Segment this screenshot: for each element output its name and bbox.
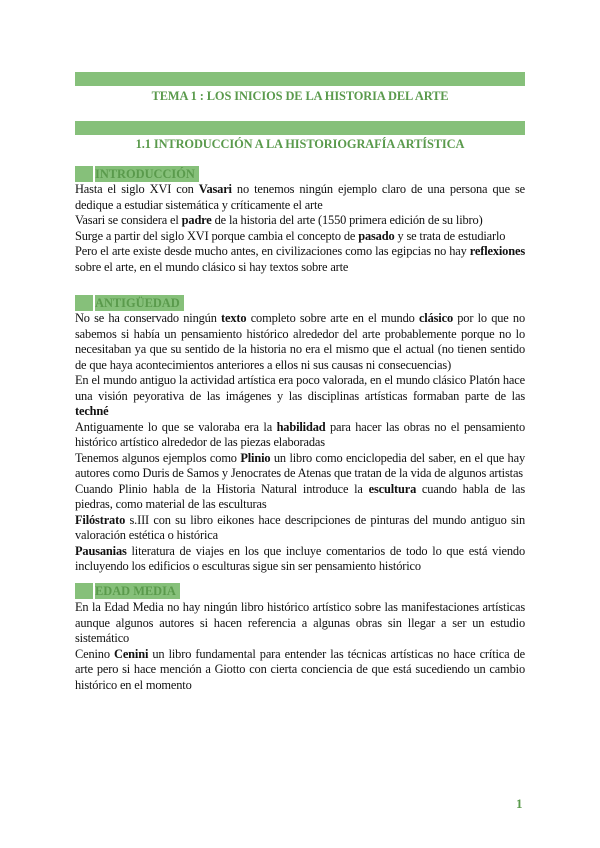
text-run: por lo que no	[453, 311, 525, 325]
text-run: cuando habla de las	[416, 481, 525, 496]
bold-term: techné	[75, 404, 109, 418]
text-run: valoración estética o histórica	[75, 528, 218, 542]
text-run: una visión peyorativa de las imágenes y las disciplinas artísticas formaban parte de las	[75, 388, 525, 403]
text-run: histórico en el momento	[75, 677, 192, 692]
text-run: Antiguamente lo que se valoraba era la	[75, 419, 277, 434]
text-line	[75, 647, 525, 663]
text-run: y se trata de estudiarlo	[394, 228, 506, 243]
bold-term: habilidad	[276, 419, 326, 434]
heading-label: EDAD MEDIA	[95, 583, 180, 599]
text-run: necesitaban ya que su sentido de la historia no era el mismo que el actual (no tienen sentido	[75, 342, 525, 356]
bold-term: Pausanias	[75, 543, 127, 558]
text-line	[75, 229, 525, 245]
text-line	[75, 389, 525, 420]
text-run: aunque algunos autores si hacen referencia a algunas obras sin llegar a ser un estudio	[75, 615, 525, 630]
bold-term: Vasari	[198, 182, 232, 196]
text-line	[75, 662, 525, 678]
text-line	[75, 311, 525, 327]
title-band-top	[75, 72, 525, 86]
text-run: de la historia del arte (1550 primera edición de su libro)	[211, 213, 483, 227]
text-line	[75, 342, 525, 358]
text-run: completo sobre arte en el mundo	[246, 311, 419, 325]
text-run: sobre el arte, en el mundo clásico si hay textos sobre arte	[75, 259, 349, 274]
bold-term: Filóstrato	[75, 512, 126, 527]
text-run: En la Edad Media no hay ningún libro histórico artístico sobre las manifestaciones artísticas	[75, 600, 525, 614]
text-line	[75, 466, 525, 482]
text-line	[75, 182, 525, 198]
text-run: un libro como enciclopedia del saber, en el que hay	[270, 450, 525, 465]
text-line	[75, 213, 525, 229]
text-run: piedras, como material de las esculturas	[75, 497, 267, 511]
page-number: 1	[516, 796, 523, 811]
text-line	[75, 435, 525, 451]
text-run: Tenemos algunos ejemplos como	[75, 450, 241, 465]
text-run: histórico artístico alrededor de las piezas elaboradas	[75, 435, 325, 449]
text-line	[75, 373, 525, 389]
heading-introduccion	[75, 166, 199, 182]
heading-label: ANTIGÜEDAD	[95, 295, 184, 311]
text-run: En el mundo antiguo la actividad artística era poco valorada, en el mundo clásico Platón hace	[75, 373, 525, 387]
bold-term: padre	[181, 213, 212, 227]
text-line	[75, 327, 525, 343]
bold-term: pasado	[358, 228, 395, 243]
bold-term: clásico	[418, 311, 453, 325]
paragraph-introduccion	[75, 182, 525, 275]
bold-term: Cenini	[114, 646, 149, 661]
text-line	[75, 198, 525, 214]
heading-bar	[75, 583, 93, 599]
text-run: dedique a estudiar sistemática y críticamente el arte	[75, 197, 323, 212]
text-run: Pero el arte existe desde mucho antes, en civilizaciones como las egipcias no hay	[75, 244, 470, 258]
text-line	[75, 497, 525, 513]
text-run: Cuando Plinio habla de la Historia Natural introduce la	[75, 481, 369, 496]
text-line	[75, 513, 525, 529]
text-run: Cenino	[75, 646, 115, 661]
text-line	[75, 600, 525, 616]
heading-label: INTRODUCCIÓN	[95, 166, 199, 182]
text-run: no tenemos ningún ejemplo claro de una persona que se	[231, 182, 525, 196]
paragraph-edad-media	[75, 600, 525, 693]
bold-term: reflexiones	[469, 244, 525, 258]
text-run: de que haya acontecimientos anteriores a ellos ni sus causas ni consecuencias)	[75, 357, 452, 372]
heading-bar	[75, 166, 93, 182]
paragraph-antiguedad	[75, 311, 525, 575]
text-line	[75, 420, 525, 436]
text-line	[75, 358, 525, 374]
bold-term: Plinio	[240, 450, 271, 465]
text-run: incluyendo los edificios o esculturas sigue sin ser pensamiento histórico	[75, 559, 421, 573]
text-line	[75, 482, 525, 498]
text-line	[75, 559, 525, 575]
text-line	[75, 678, 525, 694]
section-band	[75, 121, 525, 135]
bold-term: escultura	[368, 481, 417, 496]
tema-title: TEMA 1 : LOS INICIOS DE LA HISTORIA DEL ARTE	[151, 89, 449, 103]
heading-antiguedad	[75, 295, 184, 311]
text-line	[75, 528, 525, 544]
text-run: s.III con su libro eikones hace descripciones de pinturas del mundo antiguo sin	[125, 512, 525, 527]
text-run: Hasta el siglo XVI con	[75, 182, 199, 196]
heading-bar	[75, 295, 93, 311]
section-title: 1.1 INTRODUCCIÓN A LA HISTORIOGRAFÍA ARTÍSTICA	[135, 137, 465, 151]
text-run: un libro fundamental para entender las técnicas artísticas no hace crítica de	[148, 646, 526, 661]
text-run: literatura de viajes en los que incluye comentarios de todo lo que está viendo	[126, 543, 525, 558]
bold-term: texto	[221, 311, 247, 325]
text-run: sistemático	[75, 631, 130, 645]
text-run: Vasari se considera el	[75, 213, 182, 227]
text-run: autores como Duris de Samos y Jenocrates de Atenas que tratan de la vida de algunos artistas	[75, 466, 523, 480]
text-run: arte pero si hace mención a Giotto con cierta conciencia de que está sucediendo un cambio	[75, 662, 525, 676]
text-line	[75, 260, 525, 276]
text-line	[75, 544, 525, 560]
text-line	[75, 451, 525, 467]
heading-edad-media	[75, 583, 180, 599]
text-line	[75, 616, 525, 632]
text-run: Surge a partir del siglo XVI porque cambia el concepto de	[75, 228, 359, 243]
text-run: sabemos si había un pensamiento histórico alrededor del arte probablemente porque no lo	[75, 326, 525, 341]
text-line	[75, 244, 525, 260]
text-run: para hacer las obras no el pensamiento	[325, 419, 525, 434]
text-line	[75, 631, 525, 647]
text-run: No se ha conservado ningún	[75, 311, 222, 325]
